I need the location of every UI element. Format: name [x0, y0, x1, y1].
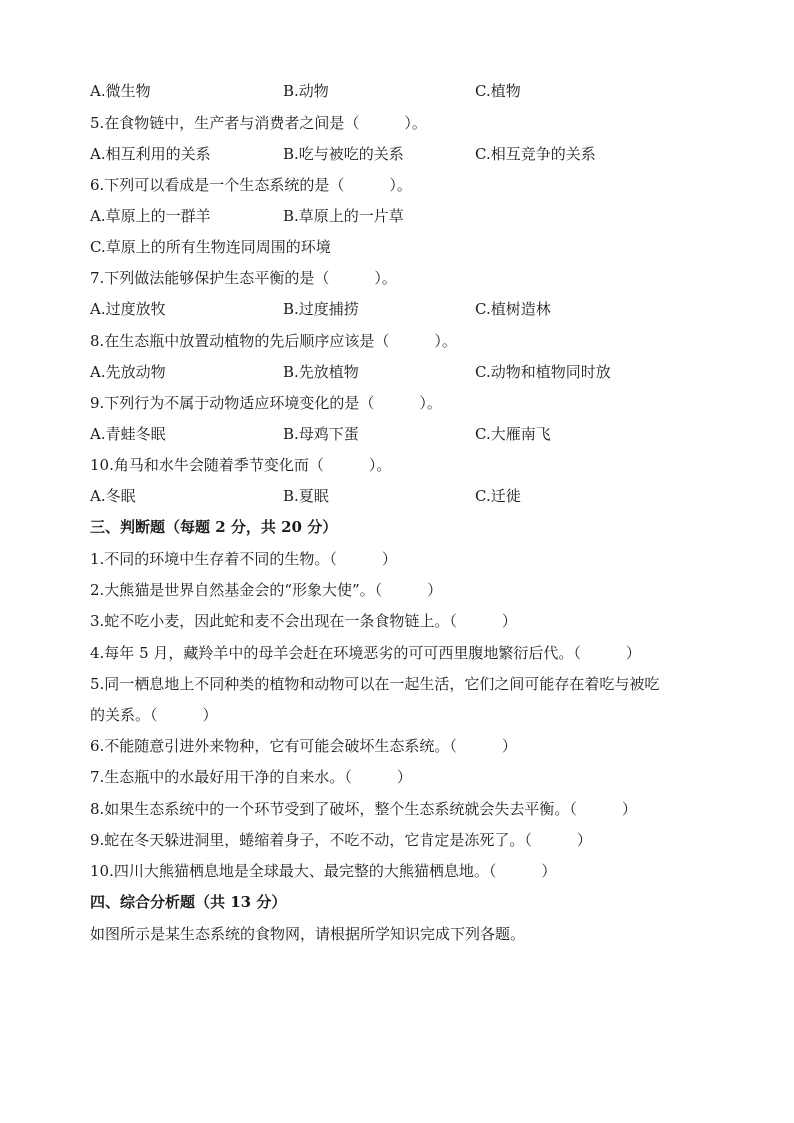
judge-item-6: 6.不能随意引进外来物种，它有可能会破坏生态系统。（ ） — [90, 737, 517, 755]
q7-option-b: B.过度捕捞 — [283, 300, 359, 318]
judge-item-7: 7.生态瓶中的水最好用干净的自来水。（ ） — [90, 768, 412, 786]
q6-option-b: B.草原上的一片草 — [283, 207, 404, 225]
q9-stem: 9.下列行为不属于动物适应环境变化的是（ ）。 — [90, 394, 442, 412]
judge-item-10: 10.四川大熊猫栖息地是全球最大、最完整的大熊猫栖息地。（ ） — [90, 862, 557, 880]
judge-item-1: 1.不同的环境中生存着不同的生物。（ ） — [90, 550, 397, 568]
q6-stem: 6.下列可以看成是一个生态系统的是（ ）。 — [90, 176, 412, 194]
q8-stem: 8.在生态瓶中放置动植物的先后顺序应该是（ ）。 — [90, 332, 457, 350]
q10-option-a: A.冬眠 — [90, 487, 136, 505]
q8-option-b: B.先放植物 — [283, 363, 359, 381]
q5-option-b: B.吃与被吃的关系 — [283, 145, 404, 163]
judge-item-3: 3.蛇不吃小麦，因此蛇和麦不会出现在一条食物链上。（ ） — [90, 612, 517, 630]
section4-title: 四、综合分析题（共 13 分） — [90, 893, 287, 911]
q9-option-a: A.青蛙冬眠 — [90, 425, 166, 443]
q4-option-c: C.植物 — [475, 82, 521, 100]
judge-item-2: 2.大熊猫是世界自然基金会的“形象大使”。（ ） — [90, 581, 443, 599]
judge-item-8: 8.如果生态系统中的一个环节受到了破坏，整个生态系统就会失去平衡。（ ） — [90, 800, 637, 818]
q5-option-c: C.相互竞争的关系 — [475, 145, 596, 163]
q6-option-a: A.草原上的一群羊 — [90, 207, 211, 225]
q6-option-c: C.草原上的所有生物连同周围的环境 — [90, 238, 331, 256]
q10-option-b: B.夏眠 — [283, 487, 329, 505]
q4-option-b: B.动物 — [283, 82, 329, 100]
judge-item-5-line2: 的关系。（ ） — [90, 706, 218, 724]
judge-item-4: 4.每年 5 月，藏羚羊中的母羊会赶在环境恶劣的可可西里腹地繁衍后代。（ ） — [90, 644, 641, 662]
q10-stem: 10.角马和水牛会随着季节变化而（ ）。 — [90, 456, 392, 474]
section3-title: 三、判断题（每题 2 分，共 20 分） — [90, 518, 338, 536]
q4-option-a: A.微生物 — [90, 82, 151, 100]
q7-stem: 7.下列做法能够保护生态平衡的是（ ）。 — [90, 269, 397, 287]
q8-option-c: C.动物和植物同时放 — [475, 363, 611, 381]
q5-stem: 5.在食物链中，生产者与消费者之间是（ ）。 — [90, 114, 427, 132]
section4-intro: 如图所示是某生态系统的食物网，请根据所学知识完成下列各题。 — [90, 925, 526, 943]
judge-item-9: 9.蛇在冬天躲进洞里，蜷缩着身子，不吃不动，它肯定是冻死了。（ ） — [90, 831, 592, 849]
q9-option-b: B.母鸡下蛋 — [283, 425, 359, 443]
q7-option-a: A.过度放牧 — [90, 300, 166, 318]
q8-option-a: A.先放动物 — [90, 363, 166, 381]
judge-item-5-line1: 5.同一栖息地上不同种类的植物和动物可以在一起生活，它们之间可能存在着吃与被吃 — [90, 675, 660, 693]
q10-option-c: C.迁徙 — [475, 487, 521, 505]
q7-option-c: C.植树造林 — [475, 300, 551, 318]
q9-option-c: C.大雁南飞 — [475, 425, 551, 443]
q5-option-a: A.相互利用的关系 — [90, 145, 211, 163]
